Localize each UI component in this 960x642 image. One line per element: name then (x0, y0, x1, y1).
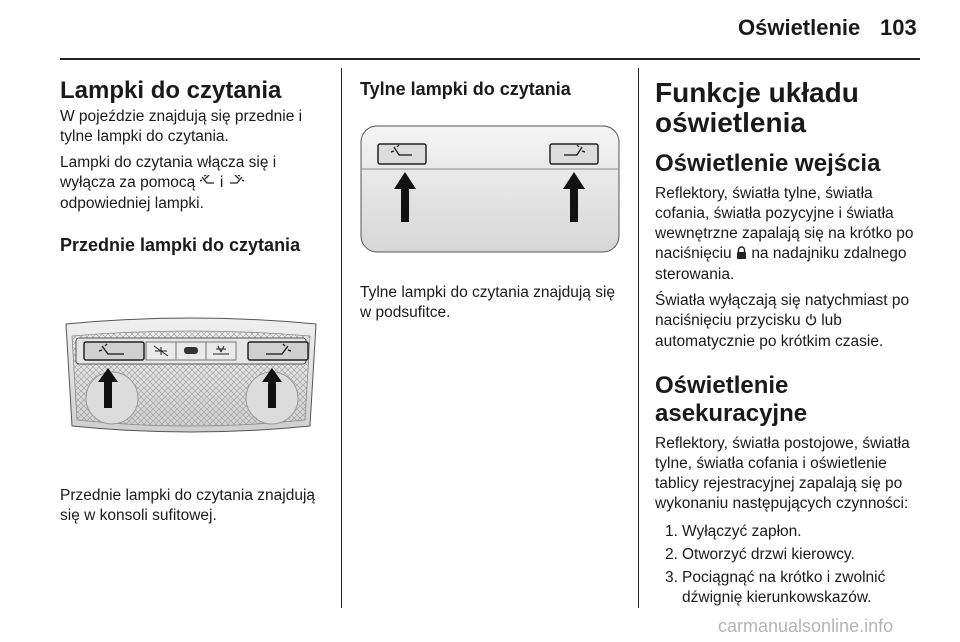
paragraph (655, 291, 930, 352)
column-3 (655, 68, 930, 611)
paragraph-text: Reflektory, światła tylne, światła cofania, światła pozycyjne i światła wewnętrzne zapalają się na krótko po naciśnięciu (655, 185, 914, 262)
paragraph (655, 184, 930, 285)
rear-lamp-illustration (360, 124, 628, 261)
list-item: 3. Pociągnąć na krótko i zwolnić dźwignię kierunkowskazów. (665, 569, 886, 606)
power-icon (805, 312, 817, 332)
page-header-title: Oświetlenie (738, 15, 861, 40)
lock-icon (736, 245, 747, 265)
front-console-illustration (60, 316, 330, 441)
section-heading: Funkcje układu oświetlenia (655, 77, 859, 138)
subsection-heading: Przednie lampki do czytania (60, 235, 301, 255)
paragraph: Reflektory, światła postojowe, światła tylne, światła cofania i oświetlenie tablicy rejestracyjnej zapalają się po wykonaniu następujących czynności: (655, 435, 910, 512)
list-item: 2. Otworzyć drzwi kierowcy. (665, 546, 855, 563)
section-heading: Lampki do czytania (60, 77, 282, 104)
column-1 (60, 68, 330, 526)
subsection-heading: Oświetlenie asekuracyjne (655, 372, 808, 427)
paragraph: W pojeździe znajdują się przednie i tylne lampki do czytania. (60, 108, 303, 145)
column-divider (341, 68, 342, 608)
paragraph-text: Lampki do czytania włącza się i wyłącza za pomocą (60, 154, 277, 191)
paragraph-text: odpowiedniej lampki. (60, 195, 204, 212)
paragraph (60, 153, 295, 214)
paragraph-text: Światła wyłączają się natychmiast po naciśnięciu przycisku (655, 292, 910, 329)
column-2 (360, 68, 628, 323)
page-number: 103 (880, 15, 917, 40)
figure-caption: Tylne lampki do czytania znajdują się w podsufitce. (360, 284, 616, 321)
reading-lamp-right-icon (228, 174, 244, 194)
paragraph-text: na nadajniku zdalnego sterowania. (655, 245, 907, 283)
footer-watermark: carmanualsonline.info (718, 616, 894, 636)
figure-caption: Przednie lampki do czytania znajdują się w konsoli sufitowej. (60, 487, 316, 524)
header-divider (60, 58, 920, 60)
reading-lamp-left-icon (200, 174, 216, 194)
paragraph-text: i (219, 174, 224, 191)
paragraph-text: lub automatycznie po krótkim czasie. (655, 312, 884, 350)
list-item: 1. Wyłączyć zapłon. (665, 523, 802, 540)
subsection-heading: Oświetlenie wejścia (655, 150, 881, 177)
steps-list (655, 522, 930, 608)
subsection-heading: Tylne lampki do czytania (360, 79, 571, 99)
column-divider (638, 68, 639, 608)
